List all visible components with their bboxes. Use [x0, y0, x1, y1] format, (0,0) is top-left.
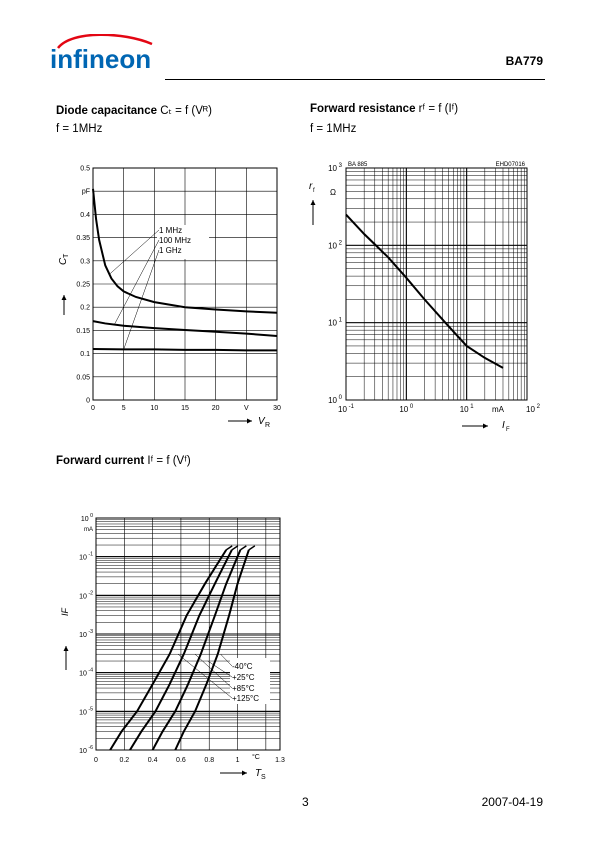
cur-series-cap	[232, 546, 238, 550]
res-x-tick: 10 $^0$	[399, 404, 414, 414]
cur-series-cap	[249, 546, 255, 550]
cap-x-tick: 10	[150, 405, 159, 412]
cur-series-cap	[240, 546, 246, 550]
capacitance-title-text: Diode capacitance	[56, 105, 157, 117]
cap-y-tick: 0	[86, 397, 90, 405]
cur-y-tick: 10 $^{-1}$	[79, 551, 93, 562]
page-date: 2007-04-19	[481, 795, 543, 809]
capacitance-title-formula: Cₜ = f (Vᴿ)	[160, 105, 212, 117]
cur-series-cap	[226, 546, 232, 550]
res-y-label-sub: f	[313, 188, 315, 194]
cap-y-tick: 0.3	[80, 258, 90, 266]
res-x-tick: 10 $^{-1}$	[338, 404, 354, 414]
cur-x-tick: 0.6	[176, 757, 186, 764]
cap-x-tick: 15	[181, 405, 189, 412]
cur-x-arrow-head	[242, 771, 247, 776]
cur-x-tick: 0.8	[204, 757, 215, 764]
cap-legend-label: 1 GHz	[159, 246, 182, 255]
cur-x-tick: 0	[94, 757, 98, 764]
cap-x-label: V	[258, 416, 265, 427]
part-number: BA779	[505, 54, 543, 68]
cap-y-tick: 0.2	[80, 304, 90, 312]
current-title-text: Forward current	[56, 455, 145, 467]
cur-legend-label: +85°C	[232, 684, 255, 693]
cap-y-tick: 0.35	[76, 235, 90, 243]
cur-x-tick: 1.3	[275, 757, 285, 764]
res-y-tick: 10 $^1$	[328, 317, 342, 328]
res-y-tick: 10 $^3$	[328, 163, 342, 173]
res-x-label: I	[502, 420, 505, 431]
cur-y-tick: 10 $^{-2}$	[79, 590, 93, 601]
cur-x-tick: °C	[252, 754, 260, 761]
resistance-condition: f = 1MHz	[310, 123, 357, 135]
cap-x-tick: 20	[211, 405, 220, 412]
cap-y-tick: pF	[81, 188, 90, 196]
res-y-unit: Ω	[330, 188, 336, 197]
cur-y-label: IF	[60, 608, 70, 616]
cap-legend-label: 100 MHz	[159, 236, 192, 245]
cap-y-tick: 0.1	[80, 351, 90, 359]
cap-y-tick: 0.15	[76, 327, 90, 335]
cap-x-tick: 5	[121, 405, 126, 412]
cap-y-tick: 0.05	[76, 374, 90, 382]
cap-y-label-sub: T	[63, 253, 70, 258]
res-x-tick: mA	[491, 405, 504, 414]
res-x-tick: 10 $^1$	[459, 404, 474, 414]
cap-x-tick: 30	[273, 405, 281, 412]
cur-x-label: T	[255, 768, 262, 779]
cur-y-tick: 10 $^{-5}$	[79, 706, 93, 717]
resistance-title-text: Forward resistance	[310, 103, 416, 115]
res-x-label-sub: F	[506, 427, 510, 433]
cap-x-tick: 0	[91, 405, 95, 412]
res-annotation: BA 885	[348, 162, 368, 168]
cur-legend-label: +25°C	[232, 673, 255, 682]
cur-y-tick: 10 $^{-4}$	[79, 667, 93, 678]
capacitance-condition: f = 1MHz	[56, 123, 103, 135]
cur-x-tick: 0.2	[119, 757, 130, 764]
cap-x-tick: V	[243, 405, 249, 412]
cap-y-tick: 0.4	[80, 211, 90, 219]
current-title-formula: Iᶠ = f (Vᶠ)	[147, 455, 191, 467]
cap-y-tick: 0.25	[76, 281, 90, 289]
cur-y-arrow-head	[64, 646, 69, 651]
cur-x-tick: 1	[235, 757, 240, 764]
page-number: 3	[302, 795, 309, 809]
resistance-title-formula: rᶠ = f (Iᶠ)	[418, 103, 459, 115]
cur-legend-label: -40°C	[232, 662, 253, 671]
cap-y-tick: 0.5	[80, 165, 90, 173]
cur-y-tick: 10 $^0$	[80, 513, 93, 523]
res-y-label: r	[309, 181, 313, 192]
cur-y-unit: mA	[84, 527, 93, 533]
logo-text: infineon	[50, 44, 152, 74]
res-x-tick: 10 $^2$	[526, 404, 540, 414]
cap-x-label-sub: R	[265, 422, 271, 429]
cur-y-tick: 10 $^{-3}$	[79, 629, 93, 639]
cap-legend-label: 1 MHz	[159, 226, 183, 235]
cap-y-label: C	[58, 257, 69, 265]
res-y-tick: 10 $^0$	[328, 395, 342, 405]
cur-y-tick: 10 $^{-6}$	[79, 745, 93, 755]
cur-x-tick: 0.4	[147, 757, 158, 764]
res-y-tick: 10 $^2$	[328, 240, 342, 251]
cur-legend-label: +125°C	[232, 694, 259, 703]
cur-x-label-sub: S	[261, 774, 266, 781]
res-annotation: EHD07016	[495, 162, 525, 168]
